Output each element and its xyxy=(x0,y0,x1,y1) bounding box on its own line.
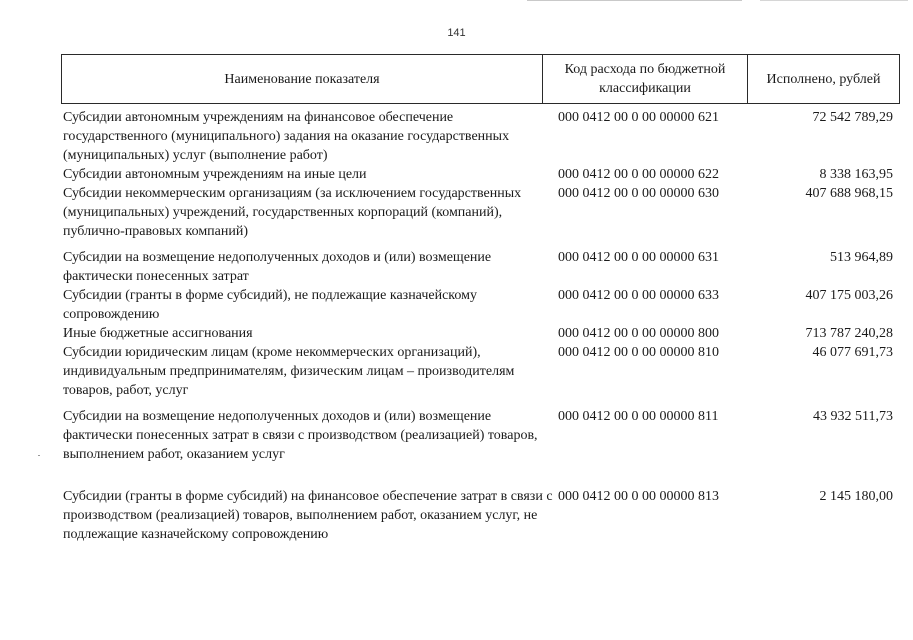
column-header-code: Код расхода по бюджетной классификации xyxy=(543,55,748,103)
table-row xyxy=(63,324,899,343)
table-row xyxy=(63,343,899,407)
row-code: 000 0412 00 0 00 00000 633 xyxy=(558,288,719,303)
row-code: 000 0412 00 0 00 00000 811 xyxy=(558,409,719,424)
table-row xyxy=(63,487,899,547)
table-row xyxy=(63,184,899,248)
row-name: Субсидии (гранты в форме субсидий) на финансовое обеспечение затрат в связи с производством (реализацией) товаров, выполнением работ, оказанием услуг, не подлежащие казначейскому сопровождению xyxy=(63,489,553,542)
scan-edge-line xyxy=(527,0,742,1)
row-name: Субсидии некоммерческим организациям (за исключением государственных (муниципальных) учреждений, государственных корпораций (компаний), публично-правовых компаний) xyxy=(63,186,522,239)
table-row xyxy=(63,286,899,324)
table-row xyxy=(63,407,899,487)
row-name: Иные бюджетные ассигнования xyxy=(63,326,253,341)
table-row xyxy=(63,108,899,165)
row-name: Субсидии юридическим лицам (кроме некоммерческих организаций), индивидуальным предпринимателям, физическим лицам – производителям товаров, работ, услуг xyxy=(63,345,515,398)
row-amount: 407 175 003,26 xyxy=(805,288,893,303)
row-amount: 43 932 511,73 xyxy=(813,409,893,424)
page-number: 141 xyxy=(447,27,466,39)
scan-edge-line xyxy=(760,0,908,1)
row-code: 000 0412 00 0 00 00000 810 xyxy=(558,345,719,360)
scan-artifact xyxy=(38,455,40,456)
table-row xyxy=(63,248,899,286)
row-code: 000 0412 00 0 00 00000 630 xyxy=(558,186,719,201)
row-name: Субсидии автономным учреждениям на финансовое обеспечение государственного (муниципального) задания на оказание государственных (муниципальных) услуг (выполнение работ) xyxy=(63,110,510,163)
row-amount: 513 964,89 xyxy=(830,250,893,265)
row-code: 000 0412 00 0 00 00000 813 xyxy=(558,489,719,504)
column-header-name: Наименование показателя xyxy=(62,55,543,103)
row-amount: 8 338 163,95 xyxy=(819,167,893,182)
row-name: Субсидии автономным учреждениям на иные цели xyxy=(63,167,367,182)
table-row xyxy=(63,165,899,184)
row-amount: 2 145 180,00 xyxy=(819,489,893,504)
row-code: 000 0412 00 0 00 00000 621 xyxy=(558,110,719,125)
table-body xyxy=(63,108,899,547)
row-amount: 713 787 240,28 xyxy=(805,326,893,341)
row-code: 000 0412 00 0 00 00000 622 xyxy=(558,167,719,182)
row-amount: 46 077 691,73 xyxy=(812,345,893,360)
row-name: Субсидии на возмещение недополученных доходов и (или) возмещение фактически понесенных затрат xyxy=(63,250,492,284)
row-amount: 407 688 968,15 xyxy=(805,186,893,201)
row-code: 000 0412 00 0 00 00000 631 xyxy=(558,250,719,265)
table-header xyxy=(61,54,900,104)
row-code: 000 0412 00 0 00 00000 800 xyxy=(558,326,719,341)
row-amount: 72 542 789,29 xyxy=(812,110,893,125)
row-name: Субсидии на возмещение недополученных доходов и (или) возмещение фактически понесенных затрат в связи с производством (реализацией) товаров, выполнением работ, оказанием услуг xyxy=(63,409,538,462)
column-header-executed: Исполнено, рублей xyxy=(766,71,881,87)
row-name: Субсидии (гранты в форме субсидий), не подлежащие казначейскому сопровождению xyxy=(63,288,477,322)
